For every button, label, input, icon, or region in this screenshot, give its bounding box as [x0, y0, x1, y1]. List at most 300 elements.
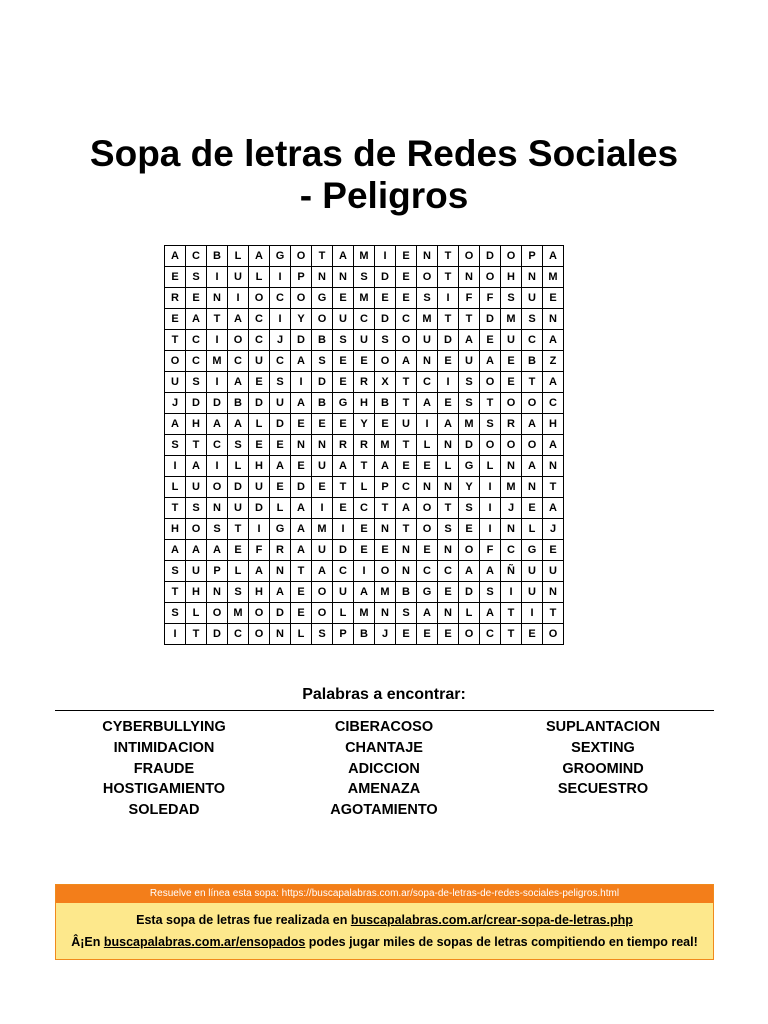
grid-cell[interactable]: D [249, 393, 270, 414]
grid-cell[interactable]: E [417, 456, 438, 477]
grid-cell[interactable]: T [165, 582, 186, 603]
grid-cell[interactable]: C [207, 435, 228, 456]
grid-cell[interactable]: C [543, 393, 564, 414]
grid-cell[interactable]: R [354, 435, 375, 456]
grid-cell[interactable]: O [480, 372, 501, 393]
grid-cell[interactable]: O [522, 435, 543, 456]
grid-cell[interactable]: A [207, 540, 228, 561]
grid-cell[interactable]: T [438, 246, 459, 267]
grid-cell[interactable]: C [438, 561, 459, 582]
grid-cell[interactable]: O [249, 288, 270, 309]
grid-cell[interactable]: O [207, 603, 228, 624]
grid-cell[interactable]: N [543, 456, 564, 477]
grid-cell[interactable]: N [207, 582, 228, 603]
grid-cell[interactable]: T [186, 435, 207, 456]
grid-cell[interactable]: A [186, 309, 207, 330]
grid-cell[interactable]: I [438, 372, 459, 393]
grid-cell[interactable]: D [186, 393, 207, 414]
grid-cell[interactable]: U [543, 561, 564, 582]
grid-cell[interactable]: C [186, 351, 207, 372]
grid-cell[interactable]: L [522, 519, 543, 540]
grid-cell[interactable]: D [228, 477, 249, 498]
grid-cell[interactable]: N [375, 603, 396, 624]
grid-cell[interactable]: A [417, 393, 438, 414]
grid-cell[interactable]: E [375, 414, 396, 435]
grid-cell[interactable]: T [333, 477, 354, 498]
grid-cell[interactable]: L [228, 561, 249, 582]
grid-cell[interactable]: F [249, 540, 270, 561]
grid-cell[interactable]: U [249, 351, 270, 372]
grid-cell[interactable]: O [459, 246, 480, 267]
grid-cell[interactable]: P [522, 246, 543, 267]
grid-cell[interactable]: H [249, 582, 270, 603]
grid-cell[interactable]: B [228, 393, 249, 414]
grid-cell[interactable]: S [522, 309, 543, 330]
grid-cell[interactable]: T [312, 246, 333, 267]
grid-cell[interactable]: E [543, 288, 564, 309]
grid-cell[interactable]: E [396, 267, 417, 288]
grid-cell[interactable]: C [228, 624, 249, 645]
grid-cell[interactable]: H [543, 414, 564, 435]
grid-cell[interactable]: E [312, 477, 333, 498]
grid-cell[interactable]: L [480, 456, 501, 477]
grid-cell[interactable]: C [417, 372, 438, 393]
grid-cell[interactable]: T [501, 624, 522, 645]
grid-cell[interactable]: I [165, 624, 186, 645]
grid-cell[interactable]: O [459, 624, 480, 645]
grid-cell[interactable]: O [228, 330, 249, 351]
grid-cell[interactable]: I [480, 477, 501, 498]
grid-cell[interactable]: E [333, 288, 354, 309]
grid-cell[interactable]: O [522, 393, 543, 414]
grid-cell[interactable]: I [228, 288, 249, 309]
grid-cell[interactable]: M [417, 309, 438, 330]
grid-cell[interactable]: A [207, 414, 228, 435]
grid-cell[interactable]: D [438, 330, 459, 351]
grid-cell[interactable]: O [186, 519, 207, 540]
grid-cell[interactable]: E [270, 477, 291, 498]
grid-cell[interactable]: S [333, 330, 354, 351]
grid-cell[interactable]: M [207, 351, 228, 372]
grid-cell[interactable]: U [312, 540, 333, 561]
grid-cell[interactable]: E [438, 351, 459, 372]
grid-cell[interactable]: P [291, 267, 312, 288]
grid-cell[interactable]: E [501, 372, 522, 393]
grid-cell[interactable]: D [375, 267, 396, 288]
grid-cell[interactable]: E [417, 540, 438, 561]
grid-cell[interactable]: Y [291, 309, 312, 330]
grid-cell[interactable]: B [207, 246, 228, 267]
grid-cell[interactable]: E [186, 288, 207, 309]
grid-cell[interactable]: T [375, 498, 396, 519]
grid-cell[interactable]: E [291, 582, 312, 603]
grid-cell[interactable]: L [270, 498, 291, 519]
grid-cell[interactable]: L [228, 246, 249, 267]
grid-cell[interactable]: T [501, 603, 522, 624]
grid-cell[interactable]: L [186, 603, 207, 624]
grid-cell[interactable]: B [354, 624, 375, 645]
grid-cell[interactable]: M [312, 519, 333, 540]
grid-cell[interactable]: A [480, 351, 501, 372]
grid-cell[interactable]: U [249, 477, 270, 498]
grid-cell[interactable]: U [228, 498, 249, 519]
grid-cell[interactable]: C [396, 477, 417, 498]
grid-cell[interactable]: E [333, 372, 354, 393]
grid-cell[interactable]: S [165, 603, 186, 624]
grid-cell[interactable]: G [522, 540, 543, 561]
grid-cell[interactable]: M [501, 309, 522, 330]
grid-cell[interactable]: M [354, 246, 375, 267]
grid-cell[interactable]: A [543, 498, 564, 519]
grid-cell[interactable]: N [522, 477, 543, 498]
grid-cell[interactable]: A [438, 414, 459, 435]
grid-cell[interactable]: A [165, 540, 186, 561]
grid-cell[interactable]: T [438, 498, 459, 519]
grid-cell[interactable]: M [354, 603, 375, 624]
grid-cell[interactable]: S [354, 267, 375, 288]
grid-cell[interactable]: D [480, 309, 501, 330]
grid-cell[interactable]: O [480, 267, 501, 288]
grid-cell[interactable]: A [186, 540, 207, 561]
grid-cell[interactable]: M [375, 582, 396, 603]
grid-cell[interactable]: F [480, 540, 501, 561]
ensopados-link[interactable]: buscapalabras.com.ar/ensopados [103, 935, 306, 949]
grid-cell[interactable]: E [438, 582, 459, 603]
grid-cell[interactable]: M [459, 414, 480, 435]
grid-cell[interactable]: L [165, 477, 186, 498]
grid-cell[interactable]: H [501, 267, 522, 288]
grid-cell[interactable]: O [396, 330, 417, 351]
grid-cell[interactable]: D [270, 603, 291, 624]
grid-cell[interactable]: E [165, 309, 186, 330]
grid-cell[interactable]: T [291, 561, 312, 582]
grid-cell[interactable]: L [354, 477, 375, 498]
grid-cell[interactable]: N [270, 624, 291, 645]
create-puzzle-link[interactable]: buscapalabras.com.ar/crear-sopa-de-letras.php [350, 913, 633, 927]
grid-cell[interactable]: O [207, 477, 228, 498]
grid-cell[interactable]: G [417, 582, 438, 603]
grid-cell[interactable]: A [522, 414, 543, 435]
grid-cell[interactable]: C [417, 561, 438, 582]
grid-cell[interactable]: E [312, 414, 333, 435]
grid-cell[interactable]: B [396, 582, 417, 603]
grid-cell[interactable]: O [501, 246, 522, 267]
grid-cell[interactable]: C [270, 351, 291, 372]
grid-cell[interactable]: A [249, 561, 270, 582]
grid-cell[interactable]: I [480, 519, 501, 540]
grid-cell[interactable]: R [270, 540, 291, 561]
grid-cell[interactable]: T [354, 456, 375, 477]
grid-cell[interactable]: U [522, 288, 543, 309]
grid-cell[interactable]: L [459, 603, 480, 624]
grid-cell[interactable]: A [312, 561, 333, 582]
grid-cell[interactable]: U [333, 582, 354, 603]
grid-cell[interactable]: N [438, 603, 459, 624]
grid-cell[interactable]: A [270, 456, 291, 477]
grid-cell[interactable]: N [438, 540, 459, 561]
grid-cell[interactable]: A [228, 309, 249, 330]
grid-cell[interactable]: D [207, 624, 228, 645]
grid-cell[interactable]: C [354, 498, 375, 519]
grid-cell[interactable]: I [438, 288, 459, 309]
grid-cell[interactable]: A [417, 603, 438, 624]
grid-cell[interactable]: O [501, 435, 522, 456]
grid-cell[interactable]: U [417, 330, 438, 351]
grid-cell[interactable]: I [333, 519, 354, 540]
grid-cell[interactable]: N [543, 309, 564, 330]
grid-cell[interactable]: E [291, 414, 312, 435]
grid-cell[interactable]: E [375, 288, 396, 309]
grid-cell[interactable]: I [207, 330, 228, 351]
grid-cell[interactable]: J [375, 624, 396, 645]
grid-cell[interactable]: E [480, 330, 501, 351]
grid-cell[interactable]: D [459, 435, 480, 456]
grid-cell[interactable]: F [480, 288, 501, 309]
grid-cell[interactable]: S [312, 351, 333, 372]
grid-cell[interactable]: O [417, 498, 438, 519]
grid-cell[interactable]: O [312, 603, 333, 624]
grid-cell[interactable]: A [333, 456, 354, 477]
grid-cell[interactable]: Y [354, 414, 375, 435]
grid-cell[interactable]: E [291, 603, 312, 624]
grid-cell[interactable]: S [228, 582, 249, 603]
grid-cell[interactable]: L [249, 267, 270, 288]
grid-cell[interactable]: N [417, 246, 438, 267]
grid-cell[interactable]: N [312, 267, 333, 288]
grid-cell[interactable]: A [396, 351, 417, 372]
grid-cell[interactable]: G [270, 246, 291, 267]
grid-cell[interactable]: E [543, 540, 564, 561]
grid-cell[interactable]: N [291, 435, 312, 456]
grid-cell[interactable]: L [438, 456, 459, 477]
grid-cell[interactable]: A [186, 456, 207, 477]
grid-cell[interactable]: F [459, 288, 480, 309]
grid-cell[interactable]: C [396, 309, 417, 330]
grid-cell[interactable]: H [186, 582, 207, 603]
grid-cell[interactable]: S [375, 330, 396, 351]
grid-cell[interactable]: T [396, 435, 417, 456]
grid-cell[interactable]: N [501, 456, 522, 477]
grid-cell[interactable]: T [396, 372, 417, 393]
grid-cell[interactable]: I [270, 309, 291, 330]
grid-cell[interactable]: E [396, 456, 417, 477]
grid-cell[interactable]: E [396, 288, 417, 309]
grid-cell[interactable]: E [396, 246, 417, 267]
grid-cell[interactable]: U [501, 330, 522, 351]
grid-cell[interactable]: I [375, 246, 396, 267]
grid-cell[interactable]: L [228, 456, 249, 477]
grid-cell[interactable]: J [543, 519, 564, 540]
grid-cell[interactable]: A [543, 372, 564, 393]
grid-cell[interactable]: T [438, 267, 459, 288]
grid-cell[interactable]: M [375, 435, 396, 456]
grid-cell[interactable]: P [333, 624, 354, 645]
grid-cell[interactable]: N [333, 267, 354, 288]
grid-cell[interactable]: R [165, 288, 186, 309]
grid-cell[interactable]: O [501, 393, 522, 414]
grid-cell[interactable]: E [249, 435, 270, 456]
grid-cell[interactable]: U [165, 372, 186, 393]
grid-cell[interactable]: C [228, 351, 249, 372]
grid-cell[interactable]: C [270, 288, 291, 309]
grid-cell[interactable]: S [459, 393, 480, 414]
grid-cell[interactable]: S [396, 603, 417, 624]
grid-cell[interactable]: H [186, 414, 207, 435]
grid-cell[interactable]: G [459, 456, 480, 477]
grid-cell[interactable]: E [522, 624, 543, 645]
grid-cell[interactable]: T [522, 372, 543, 393]
grid-cell[interactable]: P [207, 561, 228, 582]
grid-cell[interactable]: B [312, 393, 333, 414]
grid-cell[interactable]: N [207, 498, 228, 519]
grid-cell[interactable]: G [270, 519, 291, 540]
grid-cell[interactable]: O [291, 288, 312, 309]
grid-cell[interactable]: E [354, 351, 375, 372]
grid-cell[interactable]: E [522, 498, 543, 519]
grid-cell[interactable]: S [207, 519, 228, 540]
grid-cell[interactable]: E [228, 540, 249, 561]
grid-cell[interactable]: S [165, 561, 186, 582]
grid-cell[interactable]: D [270, 414, 291, 435]
grid-cell[interactable]: C [249, 330, 270, 351]
grid-cell[interactable]: S [186, 372, 207, 393]
grid-cell[interactable]: O [291, 246, 312, 267]
grid-cell[interactable]: L [417, 435, 438, 456]
grid-cell[interactable]: H [354, 393, 375, 414]
grid-cell[interactable]: N [459, 267, 480, 288]
grid-cell[interactable]: S [186, 267, 207, 288]
grid-cell[interactable]: E [270, 435, 291, 456]
grid-cell[interactable]: U [333, 309, 354, 330]
grid-cell[interactable]: U [270, 393, 291, 414]
grid-cell[interactable]: E [417, 624, 438, 645]
grid-cell[interactable]: N [375, 519, 396, 540]
grid-cell[interactable]: S [459, 372, 480, 393]
grid-cell[interactable]: J [270, 330, 291, 351]
grid-cell[interactable]: O [375, 561, 396, 582]
grid-cell[interactable]: I [522, 603, 543, 624]
grid-cell[interactable]: E [459, 519, 480, 540]
grid-cell[interactable]: N [207, 288, 228, 309]
grid-cell[interactable]: N [312, 435, 333, 456]
grid-cell[interactable]: O [543, 624, 564, 645]
grid-cell[interactable]: A [291, 498, 312, 519]
grid-cell[interactable]: N [417, 351, 438, 372]
grid-cell[interactable]: A [522, 456, 543, 477]
grid-cell[interactable]: I [312, 498, 333, 519]
grid-cell[interactable]: N [438, 435, 459, 456]
grid-cell[interactable]: R [333, 435, 354, 456]
grid-cell[interactable]: O [417, 519, 438, 540]
grid-cell[interactable]: A [543, 435, 564, 456]
grid-cell[interactable]: N [543, 582, 564, 603]
grid-cell[interactable]: N [501, 519, 522, 540]
grid-cell[interactable]: O [165, 351, 186, 372]
grid-cell[interactable]: E [354, 519, 375, 540]
grid-cell[interactable]: C [501, 540, 522, 561]
grid-cell[interactable]: I [501, 582, 522, 603]
grid-cell[interactable]: S [459, 498, 480, 519]
grid-cell[interactable]: D [291, 330, 312, 351]
grid-cell[interactable]: A [543, 246, 564, 267]
grid-cell[interactable]: S [186, 498, 207, 519]
grid-cell[interactable]: C [333, 561, 354, 582]
grid-cell[interactable]: I [417, 414, 438, 435]
grid-cell[interactable]: M [228, 603, 249, 624]
grid-cell[interactable]: A [459, 561, 480, 582]
grid-cell[interactable]: U [522, 561, 543, 582]
grid-cell[interactable]: G [333, 393, 354, 414]
grid-cell[interactable]: A [165, 414, 186, 435]
grid-cell[interactable]: O [249, 624, 270, 645]
grid-cell[interactable]: D [249, 498, 270, 519]
grid-cell[interactable]: E [291, 456, 312, 477]
grid-cell[interactable]: H [249, 456, 270, 477]
grid-cell[interactable]: T [396, 519, 417, 540]
grid-cell[interactable]: E [354, 540, 375, 561]
grid-cell[interactable]: E [438, 624, 459, 645]
grid-cell[interactable]: S [165, 435, 186, 456]
grid-cell[interactable]: N [270, 561, 291, 582]
grid-cell[interactable]: T [438, 309, 459, 330]
grid-cell[interactable]: Y [459, 477, 480, 498]
grid-cell[interactable]: J [165, 393, 186, 414]
grid-cell[interactable]: O [375, 351, 396, 372]
grid-cell[interactable]: D [459, 582, 480, 603]
grid-cell[interactable]: B [375, 393, 396, 414]
grid-cell[interactable]: M [501, 477, 522, 498]
grid-cell[interactable]: S [270, 372, 291, 393]
grid-cell[interactable]: A [249, 246, 270, 267]
grid-cell[interactable]: U [396, 414, 417, 435]
grid-cell[interactable]: A [354, 582, 375, 603]
grid-cell[interactable]: E [375, 540, 396, 561]
grid-cell[interactable]: C [522, 330, 543, 351]
grid-cell[interactable]: A [375, 456, 396, 477]
grid-cell[interactable]: C [480, 624, 501, 645]
grid-cell[interactable]: O [312, 309, 333, 330]
grid-cell[interactable]: T [165, 330, 186, 351]
grid-cell[interactable]: U [186, 561, 207, 582]
grid-cell[interactable]: E [333, 498, 354, 519]
grid-cell[interactable]: T [480, 393, 501, 414]
grid-cell[interactable]: X [375, 372, 396, 393]
grid-cell[interactable]: E [501, 351, 522, 372]
grid-cell[interactable]: B [522, 351, 543, 372]
grid-cell[interactable]: L [291, 624, 312, 645]
grid-cell[interactable]: U [312, 456, 333, 477]
grid-cell[interactable]: I [207, 456, 228, 477]
grid-cell[interactable]: O [480, 435, 501, 456]
grid-cell[interactable]: R [354, 372, 375, 393]
grid-cell[interactable]: T [207, 309, 228, 330]
grid-cell[interactable]: D [291, 477, 312, 498]
grid-cell[interactable]: D [480, 246, 501, 267]
grid-cell[interactable]: I [165, 456, 186, 477]
grid-cell[interactable]: N [396, 561, 417, 582]
grid-cell[interactable]: A [459, 330, 480, 351]
grid-cell[interactable]: N [417, 477, 438, 498]
grid-cell[interactable]: D [375, 309, 396, 330]
grid-cell[interactable]: A [396, 498, 417, 519]
grid-cell[interactable]: C [186, 246, 207, 267]
grid-cell[interactable]: S [417, 288, 438, 309]
grid-cell[interactable]: I [480, 498, 501, 519]
grid-cell[interactable]: C [186, 330, 207, 351]
grid-cell[interactable]: N [438, 477, 459, 498]
grid-cell[interactable]: D [312, 372, 333, 393]
grid-cell[interactable]: D [207, 393, 228, 414]
